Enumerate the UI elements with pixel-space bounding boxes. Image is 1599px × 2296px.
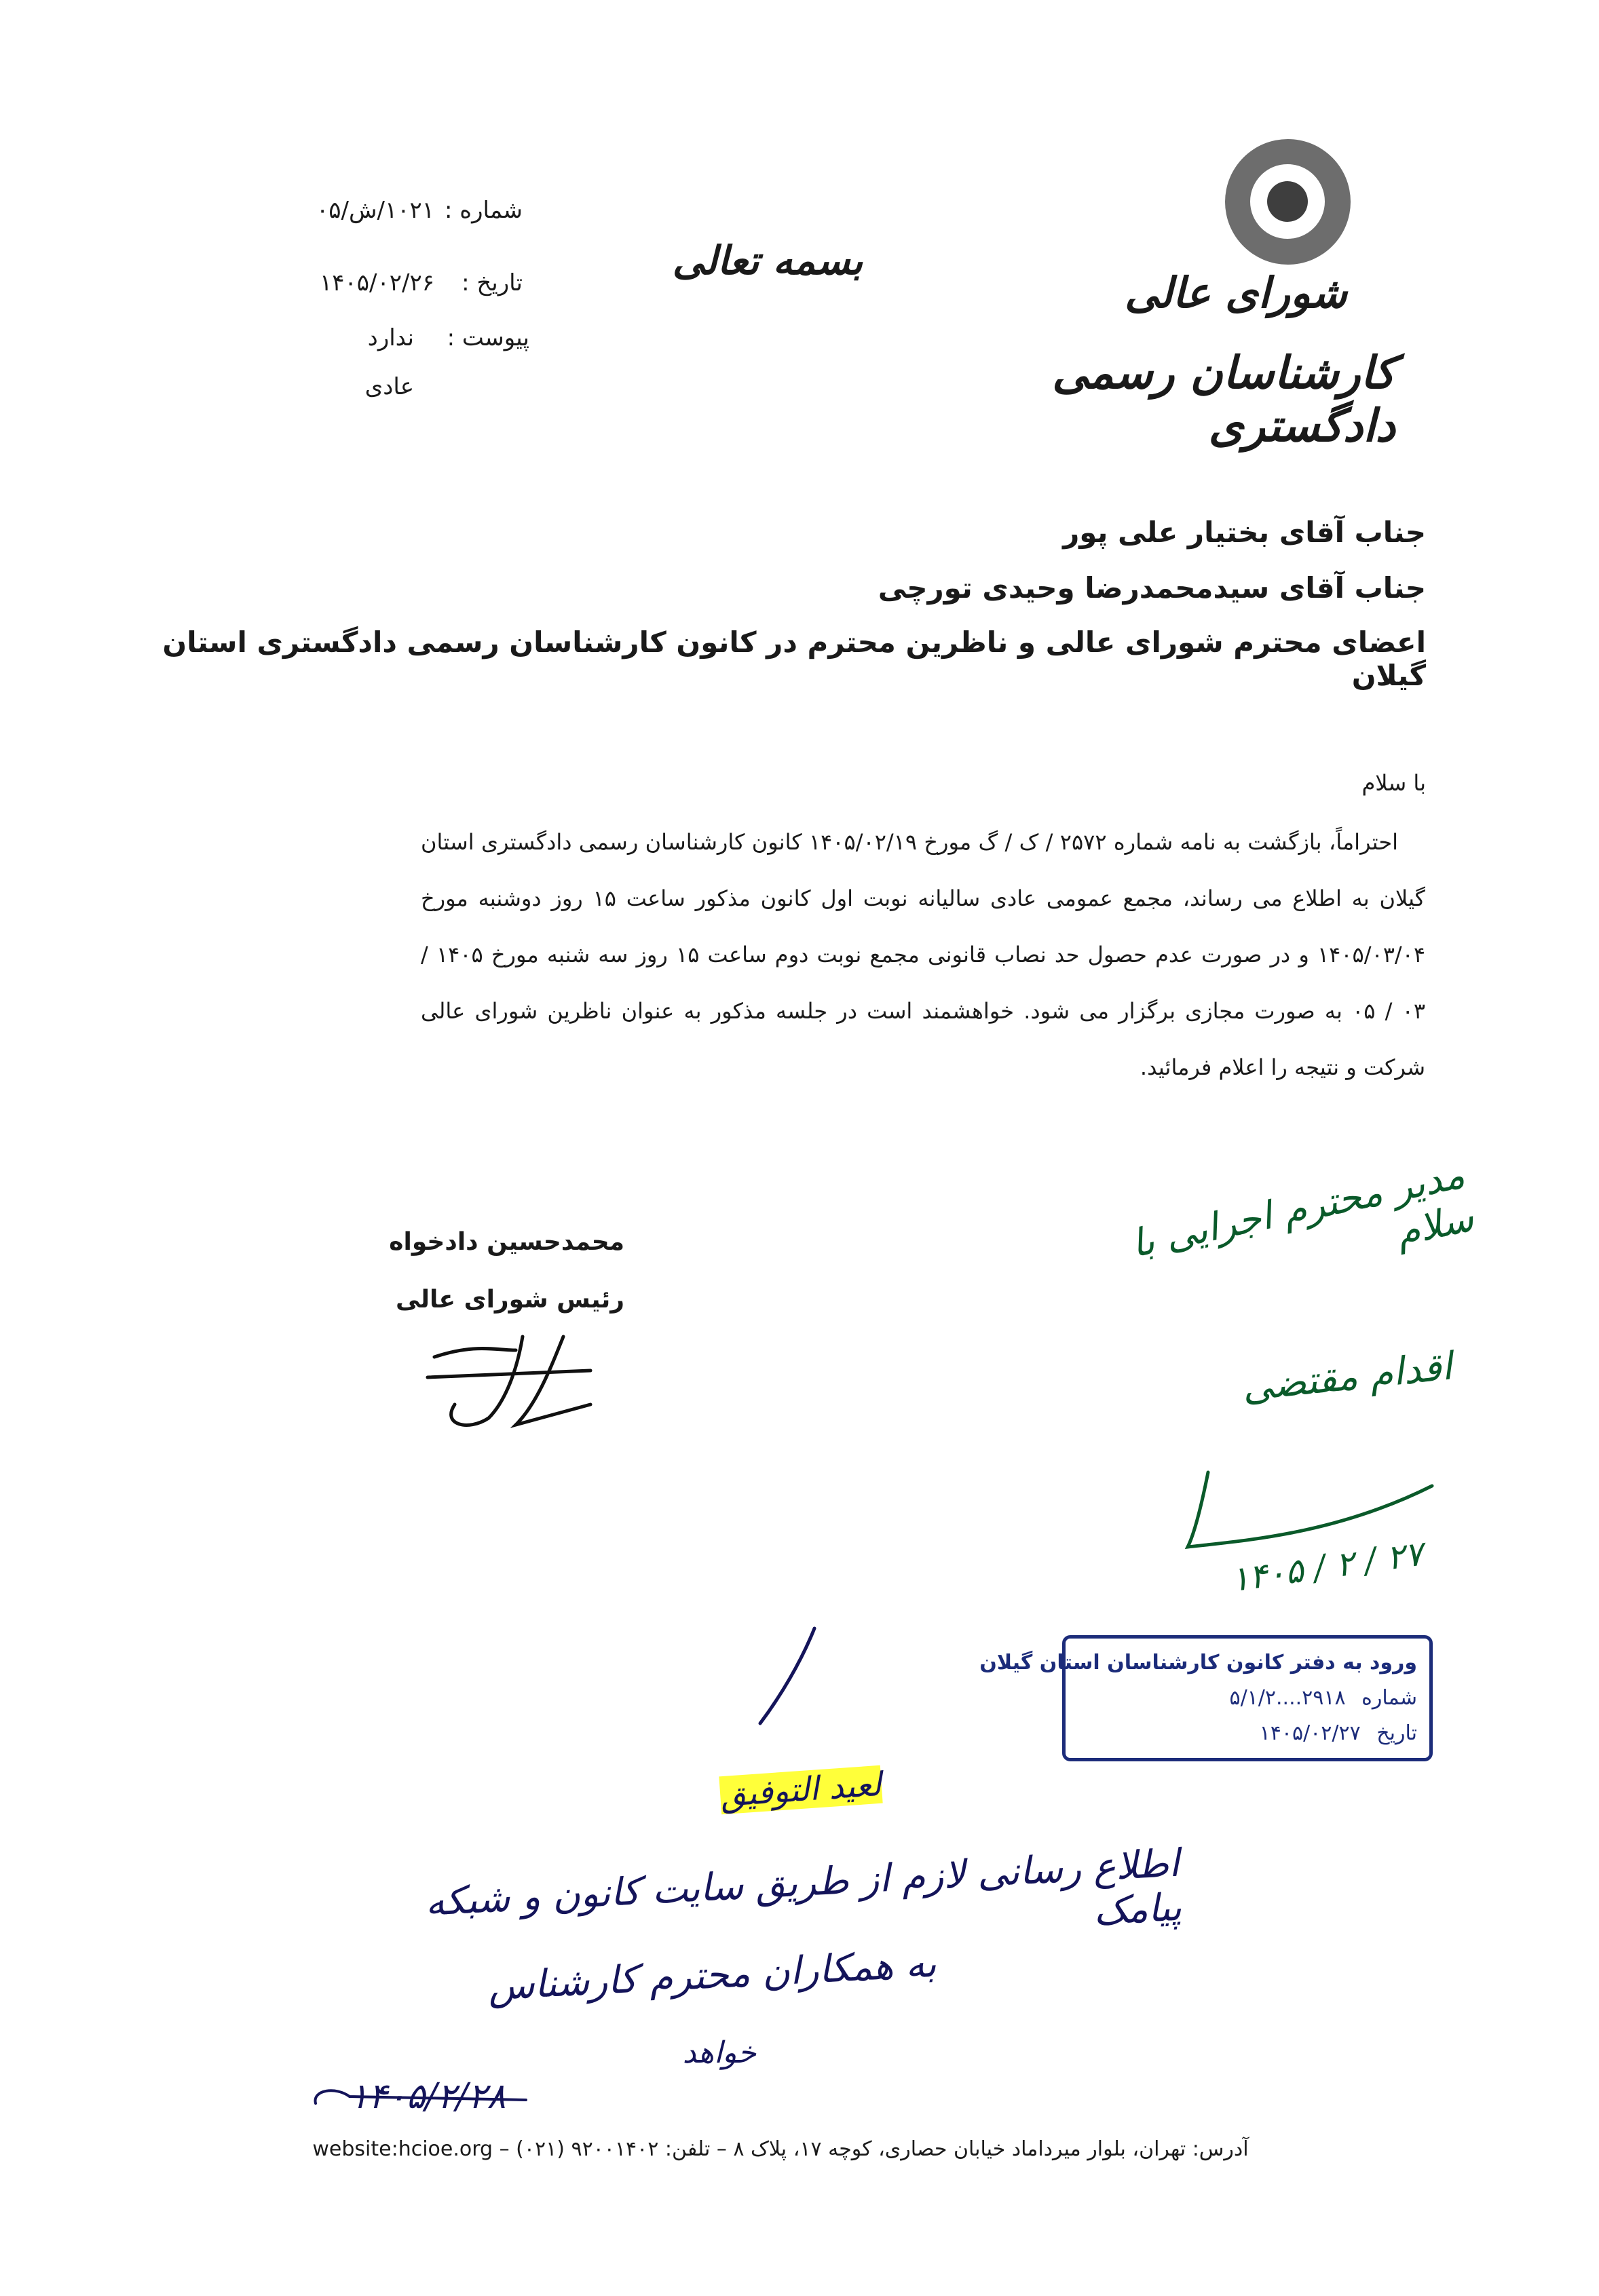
handwritten-note-line3: خواهد <box>682 2035 757 2070</box>
stamp-number-value: ۲۹۱۸....۵/۱/۲ <box>1229 1686 1346 1710</box>
registry-stamp <box>979 1635 1433 1761</box>
number-label: شماره : <box>445 197 523 224</box>
handwritten-referral-line1: مدیر محترم اجرایی با سلام <box>1127 1153 1478 1267</box>
date-label: تاریخ : <box>462 269 523 296</box>
stamp-number-row <box>1078 1681 1417 1716</box>
recipient-2: جناب آقای سیدمحمدرضا وحیدی تورچی <box>878 571 1426 605</box>
greeting: با سلام <box>1361 770 1426 796</box>
signature-mark <box>414 1330 618 1438</box>
navy-stroke-mark <box>747 1622 828 1730</box>
invocation: بسمه تعالی <box>672 237 863 284</box>
logo-emblem-icon <box>1225 139 1351 265</box>
handwritten-referral-date: ۱۴۰۵ / ۲ / ۲۷ <box>1228 1533 1426 1600</box>
signatory-name: محمدحسین دادخواه <box>389 1228 624 1256</box>
stamp-title: ورود به دفتر کانون کارشناسان استان گیلان <box>979 1651 1417 1675</box>
stamp-date-label: تاریخ <box>1376 1721 1417 1745</box>
handwritten-note-line0 <box>677 1763 924 1818</box>
org-name-line2: کارشناسان رسمی دادگستری <box>1052 346 1395 452</box>
recipient-3: اعضای محترم شورای عالی و ناظرین محترم در کانون کارشناسان رسمی دادگستری استان گیلان <box>162 626 1426 692</box>
handwritten-note-date: ۱۴۰۵/۲/۲۸ <box>349 2076 506 2117</box>
signatory-title: رئیس شورای عالی <box>396 1286 624 1314</box>
attachment-label: پیوست : <box>447 324 529 351</box>
handwritten-note-line1: اطلاع رسانی لازم از طریق سایت کانون و شبکه پیامک <box>424 1841 1183 1934</box>
footer-address: آدرس: تهران، بلوار میرداماد خیابان حصاری، کوچه ۱۷، پلاک ۸ – تلفن: ۹۲۰۰۱۴۰۲ (۰۲۱) – website:hcioe.org <box>312 2137 1249 2161</box>
recipient-1: جناب آقای بختیار علی پور <box>1063 516 1426 549</box>
handwritten-note-line2: به همکاران محترم کارشناس <box>487 1941 938 2010</box>
highlighted-phrase: لعید التوفیق <box>719 1765 883 1815</box>
letter-date: ۱۴۰۵/۰۲/۲۶ <box>319 269 434 296</box>
stamp-date-value: ۱۴۰۵/۰۲/۲۷ <box>1259 1721 1361 1745</box>
attachment-value: ندارد <box>367 324 414 351</box>
body-paragraph: احتراماً، بازگشت به نامه شماره ۲۵۷۲ / ک / گ مورخ ۱۴۰۵/۰۲/۱۹ کانون کارشناسان رسمی دادگستری استان گیلان به اطلاع می رساند، مجمع عمومی عادی سالیانه نوبت اول کانون مذکور ساعت ۱۵ روز دوشنبه مورخ ۱۴۰۵/۰۳/۰۴ و در صورت عدم حصول حد نصاب قانونی مجمع نوبت دوم ساعت ۱۵ روز سه شنبه مورخ ۱۴۰۵ / ۰۳ / ۰۵ به صورت مجازی برگزار می شود. خواهشمند است در جلسه مذکور به عنوان ناظرین شورای عالی شرکت و نتیجه را اعلام فرمائید. <box>421 829 1426 1080</box>
handwritten-referral-line2: اقدام مقتضی <box>1240 1344 1454 1411</box>
stamp-date-row <box>1078 1716 1417 1751</box>
letter-number: ۱۰۲۱/ش/۰۵ <box>316 197 434 224</box>
council-logo <box>1225 139 1351 265</box>
org-name-line1: شورای عالی <box>1125 268 1347 318</box>
classification: عادی <box>364 373 414 400</box>
stamp-number-label: شماره <box>1361 1686 1417 1710</box>
